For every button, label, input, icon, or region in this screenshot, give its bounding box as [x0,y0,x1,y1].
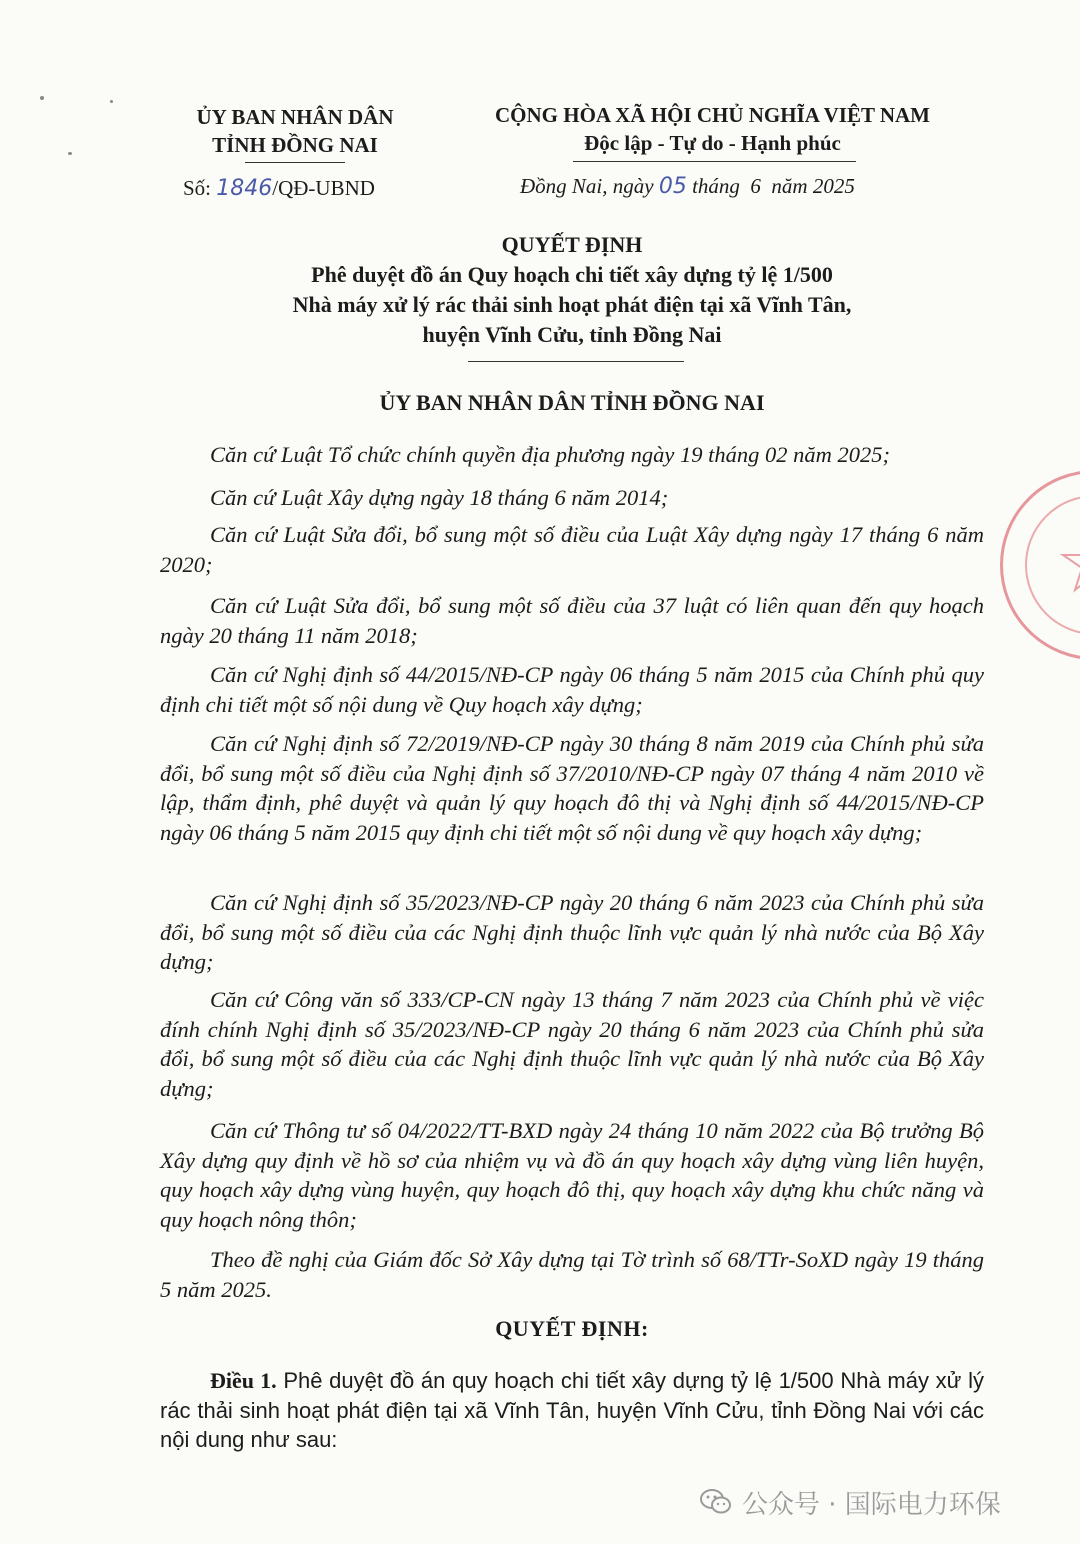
decision-heading: QUYẾT ĐỊNH: [495,1316,649,1341]
document-number [183,174,375,203]
legal-basis-4: Căn cứ Luật Sửa đổi, bổ sung một số điều của 37 luật có liên quan đến quy hoạch ngày 20 tháng 11 năm 2018; [160,593,984,648]
document-subject-line3: huyện Vĩnh Cửu, tỉnh Đồng Nai [422,322,722,347]
legal-basis-8: Căn cứ Công văn số 333/CP-CN ngày 13 tháng 7 năm 2023 của Chính phủ về việc đính chính Nghị định số 35/2023/NĐ-CP ngày 20 tháng 6 năm 2023 của Chính phủ sửa đổi, bổ sung một số điều của các Nghị định thuộc lĩnh vực quản lý nhà nước của Bộ Xây dựng; [160,987,984,1101]
nation-motto: Độc lập - Tự do - Hạnh phúc [584,131,841,155]
watermark-text: 公众号 · 国际电力环保 [742,1489,1001,1520]
legal-basis-6: Căn cứ Nghị định số 72/2019/NĐ-CP ngày 30 tháng 8 năm 2019 của Chính phủ sửa đổi, bổ sung một số điều của Nghị định số 37/2010/NĐ-CP ngày 07 tháng 4 năm 2010 về lập, thẩm định, phê duyệt và quản lý quy hoạch đô thị và Nghị định số 44/2015/NĐ-CP ngày 06 tháng 5 năm 2015 quy định chi tiết một số nội dung về quy hoạch xây dựng; [160,731,984,845]
number-suffix: /QĐ-UBND [272,176,375,200]
article-1-text: Phê duyệt đồ án quy hoạch chi tiết xây dựng tỷ lệ 1/500 Nhà máy xử lý rác thải sinh hoạt phát điện tại xã Vĩnh Tân, huyện Vĩnh Cửu, tỉnh Đồng Nai với các nội dung như sau: [160,1368,985,1452]
article-1 [160,1366,984,1455]
legal-basis-5: Căn cứ Nghị định số 44/2015/NĐ-CP ngày 06 tháng 5 năm 2015 của Chính phủ quy định chi tiết một số nội dung về Quy hoạch xây dựng; [160,662,984,717]
handwritten-number: 1846 [216,176,273,201]
document-subject-line1: Phê duyệt đồ án Quy hoạch chi tiết xây dựng tỷ lệ 1/500 [311,262,833,287]
number-prefix: Số: [183,176,212,200]
authority-heading: ỦY BAN NHÂN DÂN TỈNH ĐỒNG NAI [379,390,765,415]
date-suffix: tháng 6 năm 2025 [692,174,855,198]
legal-basis-3: Căn cứ Luật Sửa đổi, bổ sung một số điều của Luật Xây dựng ngày 17 tháng 6 năm 2020; [160,522,984,577]
legal-basis-1: Căn cứ Luật Tổ chức chính quyền địa phương ngày 19 tháng 02 năm 2025; [210,442,891,467]
wechat-icon [700,1488,732,1516]
nation-title: CỘNG HÒA XÃ HỘI CHỦ NGHĨA VIỆT NAM [494,103,931,127]
title-underline [468,361,684,362]
issuer-line2: TỈNH ĐỒNG NAI [212,133,378,157]
official-seal-stamp [1000,470,1080,660]
article-1-label: Điều 1. [210,1368,277,1393]
motto-underline [573,161,856,162]
issuer-line1: ỦY BAN NHÂN DÂN [196,105,394,129]
scan-speck [110,100,113,103]
scan-speck [40,96,44,100]
document-date [520,172,855,201]
handwritten-day: 05 [658,174,687,199]
legal-basis-2: Căn cứ Luật Xây dựng ngày 18 tháng 6 năm 2014; [210,485,669,510]
document-subject-line2: Nhà máy xử lý rác thải sinh hoạt phát điện tại xã Vĩnh Tân, [292,292,852,317]
scan-speck [68,152,72,155]
watermark [700,1482,1001,1522]
date-prefix: Đồng Nai, ngày [520,174,654,198]
legal-basis-10: Theo đề nghị của Giám đốc Sở Xây dựng tại Tờ trình số 68/TTr-SoXD ngày 19 tháng 5 năm 2025. [160,1247,984,1302]
legal-basis-9: Căn cứ Thông tư số 04/2022/TT-BXD ngày 24 tháng 10 năm 2022 của Bộ trưởng Bộ Xây dựng quy định về hồ sơ của nhiệm vụ và đồ án quy hoạch xây dựng vùng liên huyện, quy hoạch xây dựng vùng huyện, quy hoạch đô thị, quy hoạch xây dựng khu chức năng và quy hoạch nông thôn; [160,1118,984,1232]
seal-emblem-icon [1043,513,1080,613]
legal-basis-7: Căn cứ Nghị định số 35/2023/NĐ-CP ngày 20 tháng 6 năm 2023 của Chính phủ sửa đổi, bổ sung một số điều của các Nghị định thuộc lĩnh vực quản lý nhà nước của Bộ Xây dựng; [160,890,984,975]
document-type-heading: QUYẾT ĐỊNH [501,232,643,257]
issuer-underline [245,162,345,163]
